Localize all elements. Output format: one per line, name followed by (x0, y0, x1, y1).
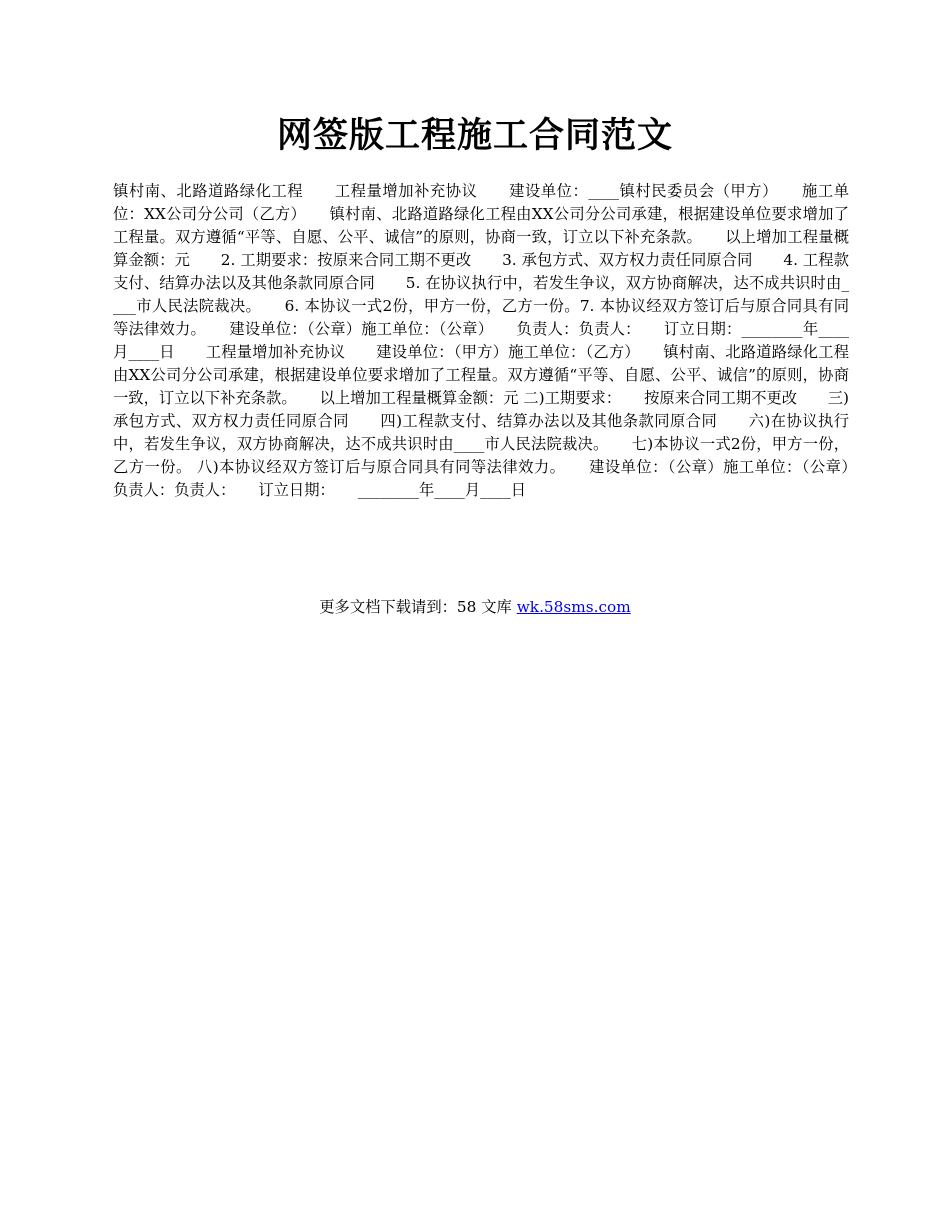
footer-text: 更多文档下载请到：58 文库 (319, 598, 517, 616)
document-title: 网签版工程施工合同范文 (276, 115, 673, 156)
document-body: 镇村南、北路道路绿化工程 工程量增加补充协议 建设单位：____镇村民委员会（甲方） 施工单位：XX公司分公司（乙方） 镇村南、北路道路绿化工程由XX公司分公司承建，根据建设单位要求增加了工程量。双方遵循“平等、自愿、公平、诚信”的原则，协商一致，订立以下补充条款。 以上增加工程量概算金额：元 2. 工期要求：按原来合同工期不更改 3. 承包方式、双方权力责任同原合同 4. 工程款支付、结算办法以及其他条款同原合同 5. 在协议执行中，若发生争议，双方协商解决，达不成共识时由____市人民法院裁决。 6. 本协议一式2份，甲方一份，乙方一份。7. 本协议经双方签订后与原合同具有同等法律效力。 建设单位：（公章）施工单位：（公章） 负责人：负责人： 订立日期：________年____月____日 工程量增加补充协议 建设单位：（甲方）施工单位：（乙方） 镇村南、北路道路绿化工程由XX公司分公司承建，根据建设单位要求增加了工程量。双方遵循“平等、自愿、公平、诚信”的原则，协商一致，订立以下补充条款。 以上增加工程量概算金额：元 二)工期要求： 按原来合同工期不更改 三)承包方式、双方权力责任同原合同 四)工程款支付、结算办法以及其他条款同原合同 六)在协议执行中，若发生争议，双方协商解决，达不成共识时由____市人民法院裁决。 七)本协议一式2份，甲方一份，乙方一份。 八)本协议经双方签订后与原合同具有同等法律效力。 建设单位：（公章）施工单位：（公章） 负责人：负责人： 订立日期： ________年____月____日 (113, 182, 880, 499)
document-footer (0, 596, 950, 619)
footer-link[interactable]: wk.58sms.com (516, 598, 631, 616)
